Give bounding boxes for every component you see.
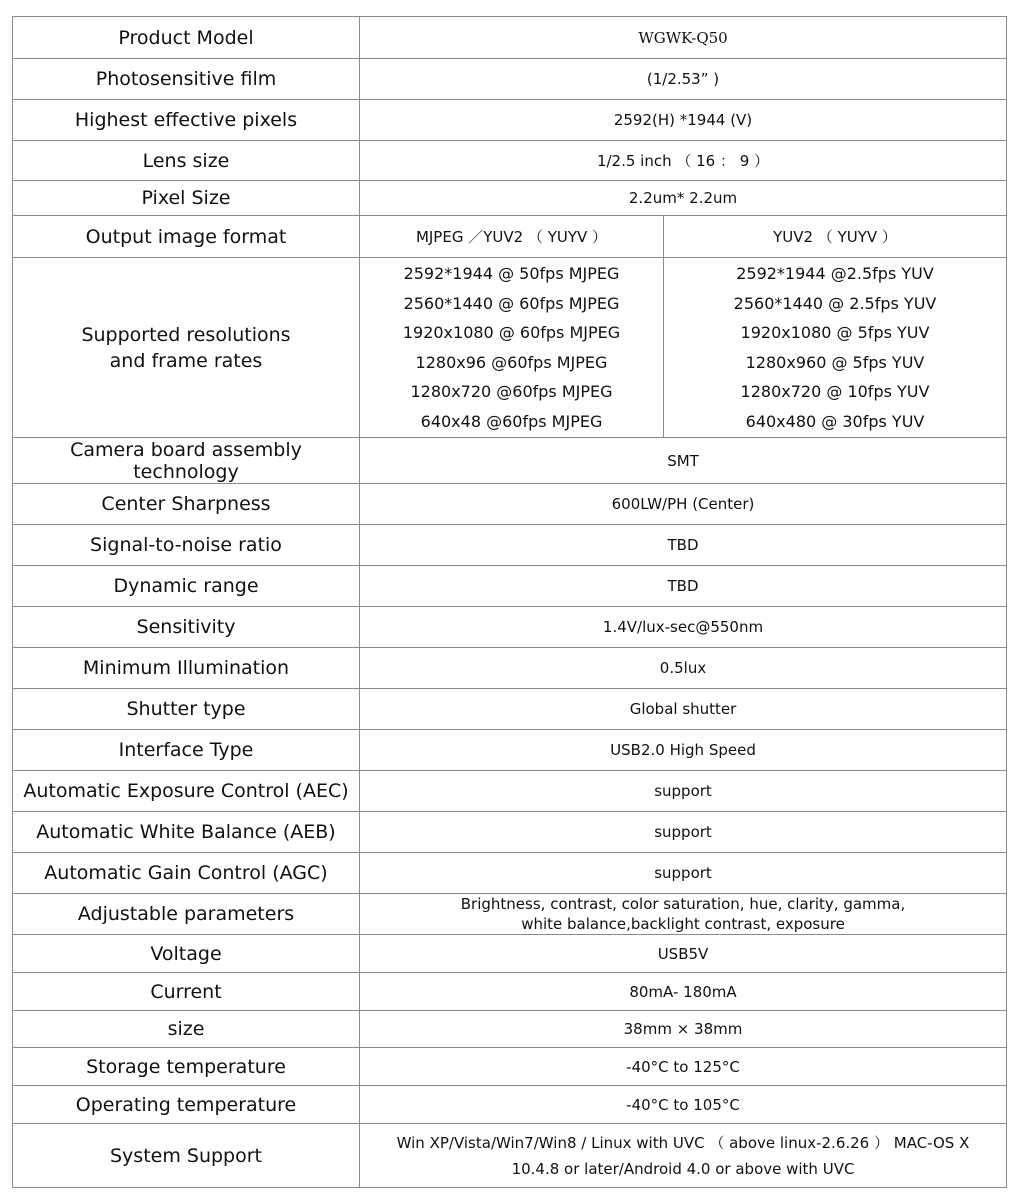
adjustable-line: Brightness, contrast, color saturation, hue, clarity, gamma, (460, 895, 906, 913)
system-line: Win XP/Vista/Win7/Win8 / Linux with UVC （ above linux-2.6.26 ） MAC-OS X (396, 1133, 970, 1152)
row-label: Automatic White Balance (AEB) (13, 812, 360, 853)
row-label: Adjustable parameters (13, 894, 360, 935)
system-line: 10.4.8 or later/Android 4.0 or above with UVC (511, 1159, 855, 1178)
row-label: System Support (13, 1124, 360, 1188)
format-yuv: YUV2 （ YUYV ） (664, 216, 1007, 258)
table-row (13, 17, 1007, 59)
row-value: USB2.0 High Speed (360, 730, 1007, 771)
row-value: 2.2um* 2.2um (360, 181, 1007, 216)
row-label: Lens size (13, 141, 360, 181)
row-value: USB5V (360, 935, 1007, 973)
resolution-item: 1280x960 @ 5fps YUV (745, 352, 925, 372)
row-value: 1.4V/lux-sec@550nm (360, 607, 1007, 648)
row-value: -40°C to 105°C (360, 1086, 1007, 1124)
row-value: 0.5lux (360, 648, 1007, 689)
table-row (13, 853, 1007, 894)
row-value (360, 1124, 1007, 1188)
table-row (13, 894, 1007, 935)
resolution-item: 2560*1440 @ 60fps MJPEG (403, 293, 620, 313)
row-label: size (13, 1011, 360, 1048)
row-label: Highest effective pixels (13, 100, 360, 141)
row-value: WGWK-Q50 (360, 17, 1007, 59)
row-label: Product Model (13, 17, 360, 59)
row-label: Current (13, 973, 360, 1011)
row-value: 1/2.5 inch （ 16 ： 9 ） (360, 141, 1007, 181)
row-value: 2592(H) *1944 (V) (360, 100, 1007, 141)
row-label: Center Sharpness (13, 484, 360, 525)
table-row (13, 771, 1007, 812)
row-value: support (360, 853, 1007, 894)
table-row (13, 812, 1007, 853)
row-value: support (360, 812, 1007, 853)
table-row (13, 935, 1007, 973)
table-row (13, 973, 1007, 1011)
spec-table (12, 16, 1007, 1188)
table-row (13, 566, 1007, 607)
resolution-item: 2592*1944 @ 50fps MJPEG (403, 264, 620, 283)
row-value: SMT (360, 438, 1007, 484)
row-value: 80mA- 180mA (360, 973, 1007, 1011)
table-row (13, 59, 1007, 100)
row-label: Output image format (13, 216, 360, 258)
resolution-item: 1280x96 @60fps MJPEG (415, 352, 608, 372)
table-row (13, 141, 1007, 181)
row-value: (1/2.53” ) (360, 59, 1007, 100)
row-value: 38mm × 38mm (360, 1011, 1007, 1048)
table-row (13, 1086, 1007, 1124)
row-value: TBD (360, 566, 1007, 607)
row-label (13, 258, 360, 438)
table-row (13, 689, 1007, 730)
row-value: TBD (360, 525, 1007, 566)
row-value: support (360, 771, 1007, 812)
resolutions-label-line: Supported resolutions (81, 323, 291, 346)
table-row (13, 525, 1007, 566)
table-row (13, 216, 1007, 258)
adjustable-line: white balance,backlight contrast, exposure (521, 915, 845, 933)
row-label: Shutter type (13, 689, 360, 730)
row-value: 600LW/PH (Center) (360, 484, 1007, 525)
row-label: Operating temperature (13, 1086, 360, 1124)
table-row (13, 258, 1007, 438)
row-value: Global shutter (360, 689, 1007, 730)
table-row (13, 730, 1007, 771)
row-label: Sensitivity (13, 607, 360, 648)
row-label: Camera board assembly technology (13, 438, 360, 484)
row-label: Voltage (13, 935, 360, 973)
resolution-item: 640x480 @ 30fps YUV (745, 411, 925, 431)
row-label: Photosensitive film (13, 59, 360, 100)
resolution-item: 1280x720 @ 10fps YUV (740, 382, 930, 401)
row-value (360, 894, 1007, 935)
resolutions-label-line: and frame rates (109, 349, 263, 372)
resolution-item: 640x48 @60fps MJPEG (420, 411, 603, 431)
row-label: Minimum Illumination (13, 648, 360, 689)
row-label: Interface Type (13, 730, 360, 771)
table-row (13, 484, 1007, 525)
resolution-item: 1280x720 @60fps MJPEG (410, 382, 613, 401)
row-label: Storage temperature (13, 1048, 360, 1086)
row-label: Automatic Exposure Control (AEC) (13, 771, 360, 812)
row-label: Pixel Size (13, 181, 360, 216)
resolution-item: 2560*1440 @ 2.5fps YUV (733, 293, 937, 313)
row-value: -40°C to 125°C (360, 1048, 1007, 1086)
table-row (13, 100, 1007, 141)
row-label: Dynamic range (13, 566, 360, 607)
table-row (13, 648, 1007, 689)
resolution-item: 1920x1080 @ 60fps MJPEG (402, 323, 621, 342)
resolutions-mjpeg (360, 258, 664, 438)
row-label: Signal-to-noise ratio (13, 525, 360, 566)
resolution-item: 1920x1080 @ 5fps YUV (740, 323, 930, 342)
format-mjpeg: MJPEG ／YUV2 （ YUYV ） (360, 216, 664, 258)
table-row (13, 181, 1007, 216)
table-row (13, 1011, 1007, 1048)
row-label: Automatic Gain Control (AGC) (13, 853, 360, 894)
table-row (13, 438, 1007, 484)
resolutions-yuv (664, 258, 1007, 438)
table-row (13, 607, 1007, 648)
resolution-item: 2592*1944 @2.5fps YUV (736, 264, 934, 283)
table-row (13, 1124, 1007, 1188)
table-row (13, 1048, 1007, 1086)
